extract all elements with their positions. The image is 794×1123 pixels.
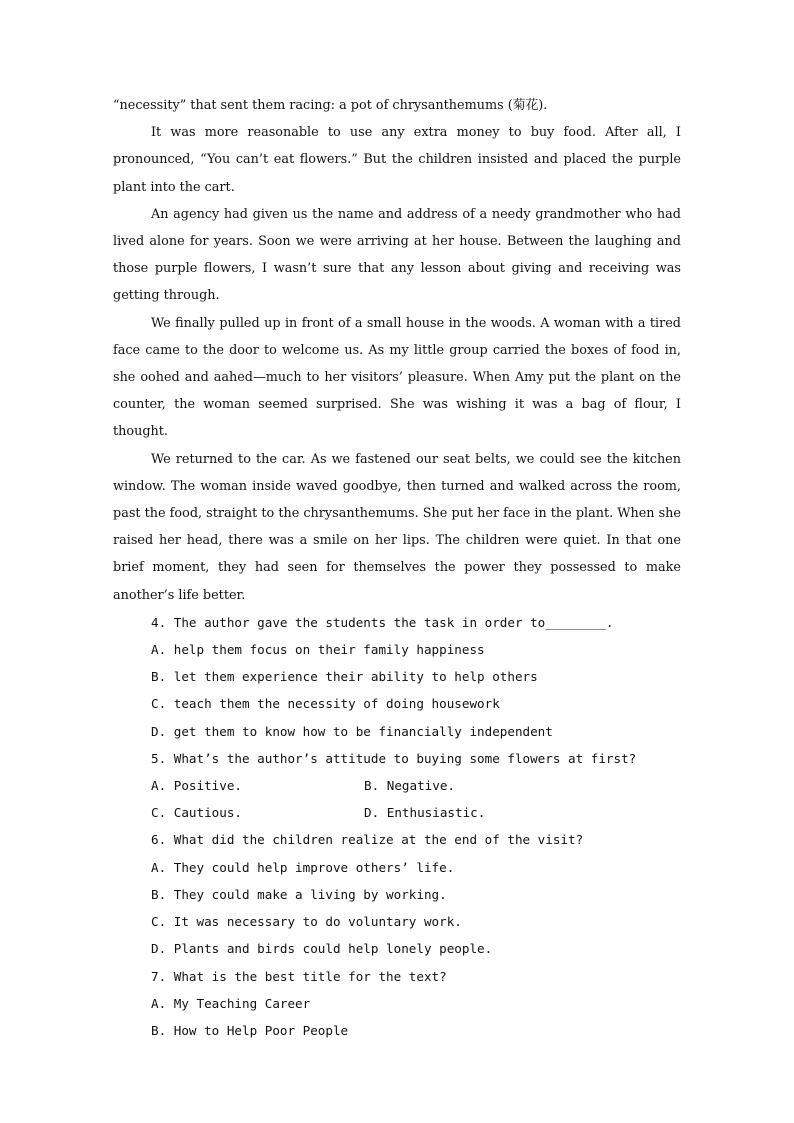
passage-paragraph-3: An agency had given us the name and address of a needy grandmother who had lived alone for years. Soon we were arriving at her house. Between the laughing and those purple flowers, I wasn’t sure that any lesson about giving and receiving was getting through.	[113, 206, 681, 304]
question-7-stem: 7. What is the best title for the text?	[151, 968, 447, 984]
question-6-stem: 6. What did the children realize at the end of the visit?	[151, 832, 584, 848]
question-4-option-c: C. teach them the necessity of doing housework	[151, 696, 500, 712]
question-4-option-d: D. get them to know how to be financially independent	[151, 723, 553, 739]
question-6-option-b: B. They could make a living by working.	[151, 886, 447, 902]
passage-paragraph-5: We returned to the car. As we fastened our seat belts, we could see the kitchen window. The woman inside waved goodbye, then turned and walked across the room, past the food, straight to the chrysanthemums. She put her face in the plant. When she raised her head, there was a smile on her lips. The children were quiet. In that one brief moment, they had seen for themselves the power they possessed to make another’s life better.	[113, 451, 681, 603]
question-7-option-b: B. How to Help Poor People	[151, 1022, 349, 1038]
question-7	[113, 963, 681, 1045]
passage-paragraph-4: We finally pulled up in front of a small house in the woods. A woman with a tired face came to the door to welcome us. As my little group carried the boxes of food in, she oohed and aahed—much to her visitors’ pleasure. When Amy put the plant on the counter, the woman seemed surprised. She was wishing it was a bag of flour, I thought.	[113, 315, 681, 440]
question-4-option-a: A. help them focus on their family happiness	[151, 642, 485, 658]
question-4-stem: 4. The author gave the students the task in order to________.	[151, 614, 614, 630]
question-7-option-a: A. My Teaching Career	[151, 995, 311, 1011]
question-6	[113, 826, 681, 962]
question-5-options-row-2	[113, 799, 681, 826]
question-5-option-c: C. Cautious.	[151, 805, 242, 821]
question-5-options-row-1	[113, 772, 681, 799]
question-5-option-a: A. Positive.	[151, 778, 242, 794]
document-content	[113, 92, 681, 1044]
question-4-option-b: B. let them experience their ability to help others	[151, 669, 538, 685]
question-5-option-b: B. Negative.	[364, 778, 455, 794]
question-6-option-d: D. Plants and birds could help lonely people.	[151, 941, 493, 957]
passage-paragraph-1: “necessity” that sent them racing: a pot of chrysanthemums (菊花).	[113, 98, 548, 113]
question-6-option-a: A. They could help improve others’ life.	[151, 859, 455, 875]
question-4	[113, 609, 681, 745]
question-6-option-c: C. It was necessary to do voluntary work.	[151, 914, 462, 930]
question-5-option-d: D. Enthusiastic.	[364, 805, 486, 821]
question-5-stem: 5. What’s the author’s attitude to buying some flowers at first?	[151, 750, 637, 766]
question-5	[113, 745, 681, 827]
passage-paragraph-2: It was more reasonable to use any extra money to buy food. After all, I pronounced, “You can’t eat flowers.” But the children insisted and placed the purple plant into the cart.	[113, 125, 681, 195]
